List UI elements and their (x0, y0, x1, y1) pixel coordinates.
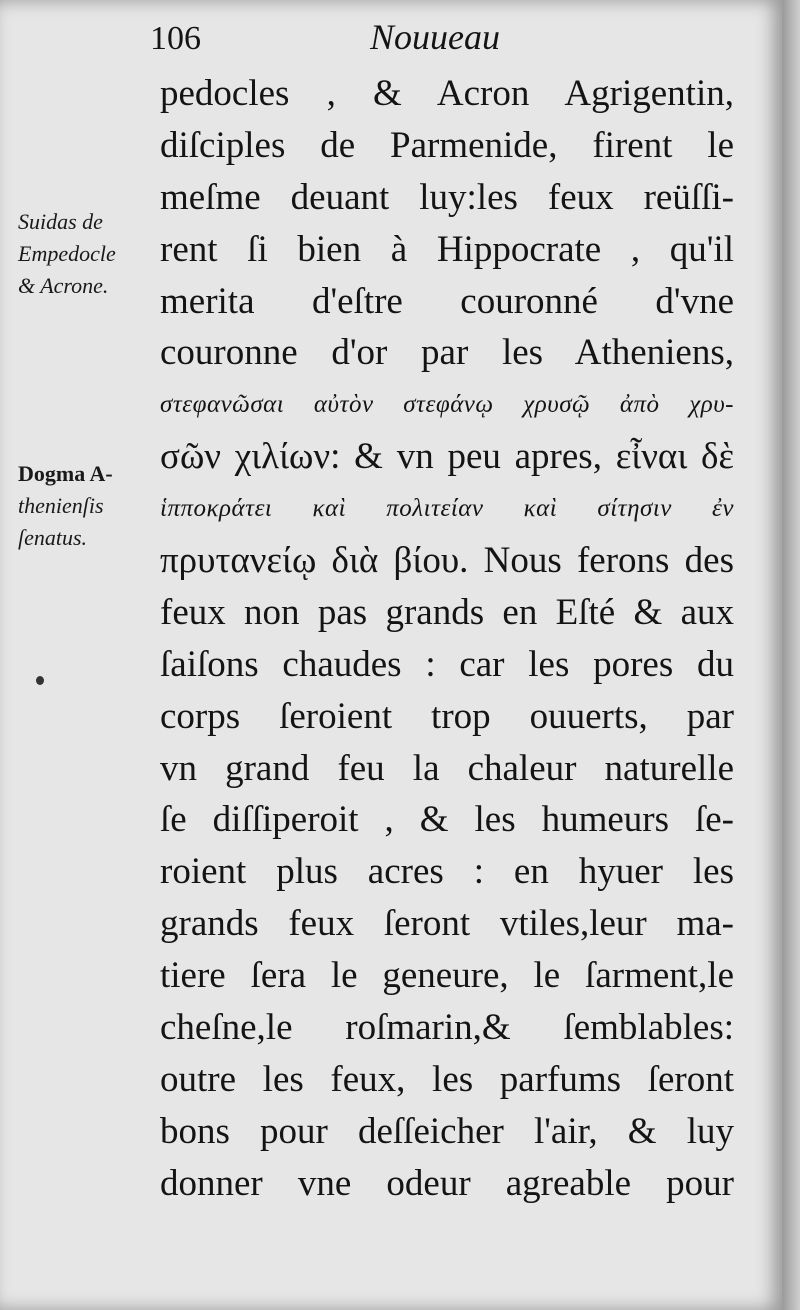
margin-note-line: ſenatus. (18, 525, 88, 550)
margin-note-line: thenienſis (18, 493, 104, 518)
text-line: outre les feux, les parfums ſeront (160, 1058, 734, 1100)
margin-note-line: Suidas de (18, 209, 103, 234)
text-line: bons pour deſſeicher l'air, & luy (160, 1110, 734, 1152)
text-line: corps ſeroient trop ouuerts, par (160, 695, 734, 737)
margin-note-line: & Acrone. (18, 273, 109, 298)
text-line: σῶν χιλίων: & vn peu apres, εἶναι δὲ (160, 436, 734, 478)
text-line: diſciples de Parmenide, firent le (160, 124, 734, 166)
text-line: feux non pas grands en Eſté & aux (160, 591, 734, 633)
text-line: grands feux ſeront vtiles,leur ma- (160, 903, 734, 945)
text-line: ſe diſſiperoit , & les humeurs ſe- (160, 799, 734, 841)
margin-note-suidas (18, 206, 158, 302)
margin-note-line: Empedocle (18, 241, 116, 266)
ink-speck (36, 676, 44, 685)
text-line: cheſne,le roſmarin,& ſemblables: (160, 1007, 734, 1049)
text-line: meſme deuant luy:les feux reüſſi- (160, 176, 734, 218)
page-edge-shadow (782, 0, 800, 1310)
margin-note-line: Dogma A- (18, 461, 113, 486)
page-number: 106 (150, 20, 201, 57)
page-header (150, 14, 570, 58)
greek-text-line: ἱπποκράτει καὶ πολιτείαν καὶ σίτησιν ἐν (160, 495, 734, 523)
text-line: merita d'eſtre couronné d'vne (160, 280, 734, 322)
text-line: couronne d'or par les Atheniens, (160, 332, 734, 374)
text-line: ſaiſons chaudes : car les pores du (160, 643, 734, 685)
margin-note-dogma (18, 458, 158, 554)
text-line: rent ſi bien à Hippocrate , qu'il (160, 228, 734, 270)
greek-text-line: στεφανῶσαι αὐτὸν στεφάνῳ χρυσῷ ἀπὸ χρυ- (160, 391, 734, 419)
text-line: tiere ſera le geneure, le ſarment,le (160, 955, 734, 997)
body-text (160, 68, 734, 1210)
text-line: vn grand feu la chaleur naturelle (160, 747, 734, 789)
text-line: donner vne odeur agreable pour (160, 1162, 734, 1204)
text-line: roient plus acres : en hyuer les (160, 851, 734, 893)
text-line: πρυτανείῳ διὰ βίου. Nous ferons des (160, 540, 734, 582)
text-line: pedocles , & Acron Agrigentin, (160, 73, 734, 114)
running-title: Nouueau (370, 17, 500, 57)
